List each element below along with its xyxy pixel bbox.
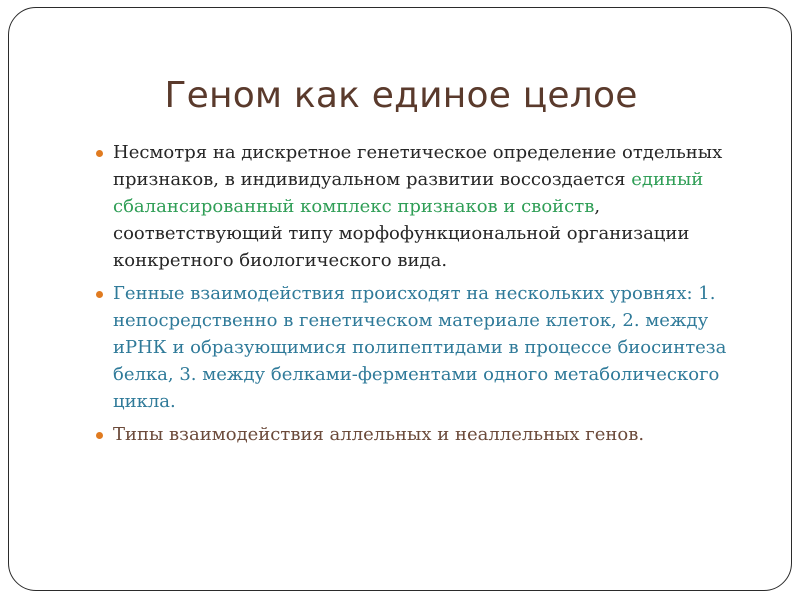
bullet-text-part: Несмотря на дискретное генетическое определение отдельных признаков, в индивидуальном развитии воссоздается [113, 142, 723, 190]
bullet-text-part: , соответствующий типу морфофункциональной организации конкретного биологического вида. [113, 196, 690, 271]
bullet-item [96, 280, 756, 415]
bullet-marker-icon [96, 291, 103, 298]
bullet-item [96, 421, 756, 448]
bullet-marker-icon [96, 150, 103, 157]
slide-title: Геном как единое целое [164, 75, 638, 116]
bullet-text [113, 142, 722, 271]
bullet-text: Типы взаимодействия аллельных и неаллельных генов. [113, 424, 645, 445]
bullet-item [96, 139, 756, 274]
bullet-highlight-text: единый сбалансированный комплекс признаков и свойств [113, 169, 704, 217]
slide-frame [8, 7, 792, 591]
bullet-text: Генные взаимодействия происходят на нескольких уровнях: 1. непосредственно в генетическом материале клеток, 2. между иРНК и образующимися полипептидами в процессе биосинтеза белка, 3. между белками-ферментами одного метаболического цикла. [113, 283, 727, 412]
bullet-marker-icon [96, 432, 103, 439]
bullet-list [96, 139, 756, 454]
